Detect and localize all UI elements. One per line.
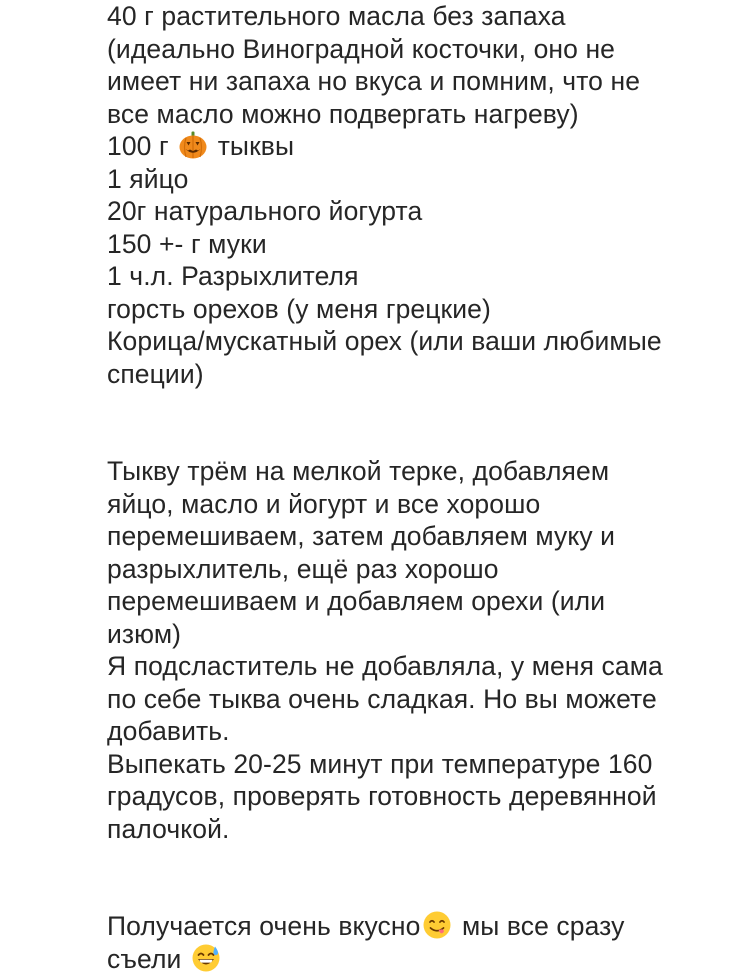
paragraph-spacer — [107, 845, 737, 910]
text-line: Корица/мускатный орех (или ваши любимые — [107, 325, 737, 358]
text-line — [107, 910, 737, 943]
text-line — [107, 943, 737, 975]
ingredient-pumpkin-amount: 100 г — [107, 131, 169, 161]
method-baking — [107, 748, 737, 846]
paragraph-spacer — [107, 390, 737, 455]
grinning-sweat-icon — [191, 943, 221, 973]
method-sweetener — [107, 650, 737, 748]
closing-remark — [107, 910, 737, 975]
ingredient-pumpkin — [107, 130, 737, 163]
ingredient-egg: 1 яйцо — [107, 163, 737, 196]
closing-text: мы все сразу — [462, 911, 625, 941]
text-line: изюм) — [107, 618, 737, 651]
post-caption — [107, 0, 737, 975]
ingredient-spices — [107, 325, 737, 390]
text-line: добавить. — [107, 715, 737, 748]
text-line: перемешиваем, затем добавляем муку и — [107, 520, 737, 553]
ingredient-nuts: горсть орехов (у меня грецкие) — [107, 293, 737, 326]
ingredient-pumpkin-name: тыквы — [218, 131, 294, 161]
text-line: все масло можно подвергать нагреву) — [107, 98, 737, 131]
text-line: 40 г растительного масла без запаха — [107, 0, 737, 33]
text-line: по себе тыква очень сладкая. Но вы можете — [107, 683, 737, 716]
closing-text: съели — [107, 944, 181, 974]
text-line: Тыкву трём на мелкой терке, добавляем — [107, 455, 737, 488]
text-line: палочкой. — [107, 813, 737, 846]
ingredient-yogurt: 20г натурального йогурта — [107, 195, 737, 228]
jack-o-lantern-icon — [178, 130, 208, 160]
text-line: градусов, проверять готовность деревянной — [107, 780, 737, 813]
text-line: специи) — [107, 358, 737, 391]
text-line: имеет ни запаха но вкуса и помним, что не — [107, 65, 737, 98]
yum-face-icon — [422, 910, 452, 940]
closing-text: Получается очень вкусно — [107, 911, 420, 941]
text-line: перемешиваем и добавляем орехи (или — [107, 585, 737, 618]
method-mixing — [107, 455, 737, 650]
text-line: разрыхлитель, ещё раз хорошо — [107, 553, 737, 586]
text-line: Я подсластитель не добавляла, у меня сама — [107, 650, 737, 683]
text-line: Выпекать 20-25 минут при температуре 160 — [107, 748, 737, 781]
ingredient-baking-powder: 1 ч.л. Разрыхлителя — [107, 260, 737, 293]
text-line: яйцо, масло и йогурт и все хорошо — [107, 488, 737, 521]
ingredient-oil — [107, 0, 737, 130]
text-line: (идеально Виноградной косточки, оно не — [107, 33, 737, 66]
ingredient-flour: 150 +- г муки — [107, 228, 737, 261]
